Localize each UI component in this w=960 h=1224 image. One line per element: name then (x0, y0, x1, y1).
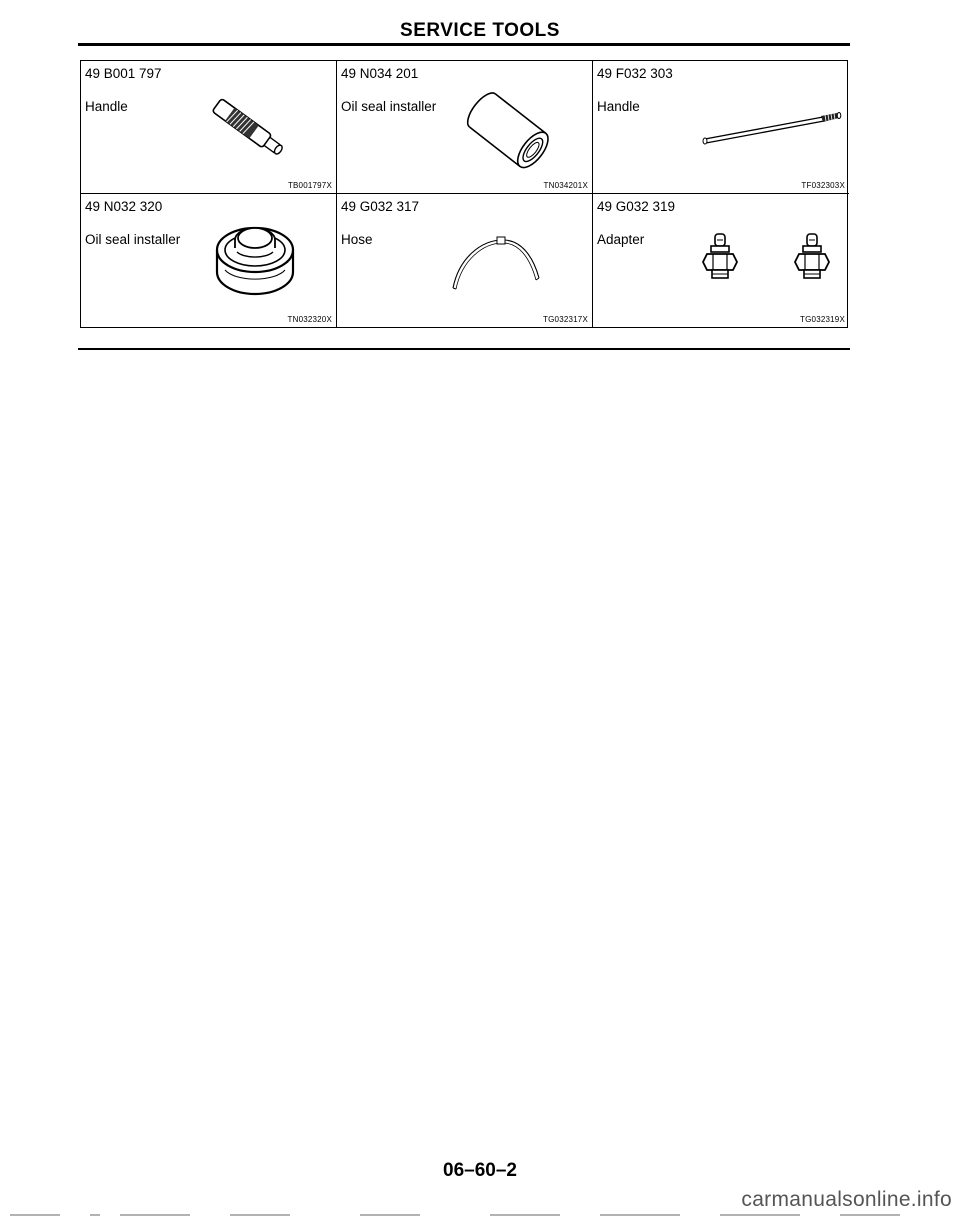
tool-cell-1 (81, 61, 337, 194)
part-name: Oil seal installer (341, 99, 437, 114)
part-name: Hose (341, 232, 373, 247)
section-end-rule (78, 348, 850, 350)
tool-cell-5 (337, 194, 593, 327)
figure-code: TB001797X (287, 181, 332, 190)
part-name: Adapter (597, 232, 645, 247)
figure-code: TF032303X (801, 181, 845, 190)
part-number: 49 B001 797 (85, 66, 162, 81)
part-number: 49 G032 319 (597, 199, 676, 214)
adapter-fitting-icon (789, 232, 837, 284)
page-title: SERVICE TOOLS (400, 20, 560, 41)
page-number: 06–60–2 (443, 1160, 517, 1181)
part-name: Oil seal installer (85, 232, 181, 247)
figure-code: TN034201X (543, 181, 588, 190)
part-number: 49 F032 303 (597, 66, 673, 81)
cap-installer-icon (207, 214, 303, 302)
tool-cell-3 (593, 61, 849, 194)
figure-code: TN032320X (287, 315, 332, 324)
handle-icon (207, 97, 293, 161)
service-tools-table (80, 60, 848, 328)
part-name: Handle (597, 99, 640, 114)
tool-cell-4 (81, 194, 337, 327)
cylinder-installer-icon (455, 85, 565, 179)
adapter-fitting-icon (697, 232, 745, 284)
figure-code: TG032317X (543, 315, 588, 324)
header-rule (78, 43, 850, 46)
watermark: carmanualsonline.info (741, 1188, 952, 1211)
part-name: Handle (85, 99, 128, 114)
tool-cell-2 (337, 61, 593, 194)
hose-icon (445, 230, 549, 294)
long-rod-handle-icon (697, 105, 847, 149)
part-number: 49 G032 317 (341, 199, 420, 214)
part-number: 49 N032 320 (85, 199, 163, 214)
part-number: 49 N034 201 (341, 66, 419, 81)
scan-edge-marks (0, 1213, 960, 1217)
tool-cell-6 (593, 194, 849, 327)
figure-code: TG032319X (800, 315, 845, 324)
